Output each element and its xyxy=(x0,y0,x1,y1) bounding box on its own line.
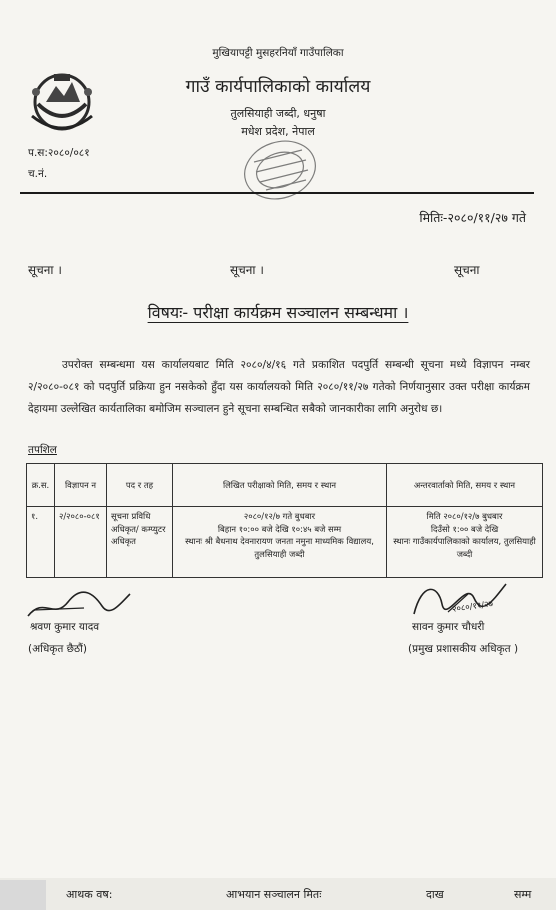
body-paragraph: उपरोक्त सम्बन्धमा यस कार्यालयबाट मिति २०८०/४/१६ गते प्रकाशित पदपुर्ति सम्बन्धी सूचना मध्ये विज्ञापन नम्बर २/२०८०-०८१ को पदपुर्ति प्रक्रिया हुन नसकेको हुँदा यस कार्यालयको मिति २०८०/११/२७ गतेको निर्णयानुसार उक्त परीक्षा कार्यक्रम देहायमा उल्लेखित कार्यतालिका बमोजिम सञ्चालन हुने सूचना सम्बन्धित सबैको जानकारीका लागि अनुरोध छ। xyxy=(28,359,530,415)
table-row xyxy=(27,507,543,578)
office-title: गाउँ कार्यपालिकाको कार्यालय xyxy=(185,77,371,97)
col-header-post: पद र तह xyxy=(107,464,173,507)
municipality-name: मुखियापट्टी मुसहरनियाँ गाउँपालिका xyxy=(212,47,344,59)
written-time: बिहान १०:०० बजे देखि १०:४५ बजे सम्म xyxy=(217,523,342,534)
footer-until: सम्म xyxy=(514,888,532,901)
cell-interview xyxy=(387,507,543,578)
left-signatory-title: (अधिकृत छैठौं) xyxy=(28,643,87,655)
cell-sn: १. xyxy=(27,507,55,578)
address-line-1: तुलसियाही जब्दी, धनुषा xyxy=(230,107,326,120)
footer-from: दाख xyxy=(426,888,444,901)
col-header-sn: क्र.स. xyxy=(27,464,55,507)
col-header-written: लिखित परीक्षाको मिति, समय र स्थान xyxy=(173,464,387,507)
interview-time: दिउँसो १:०० बजे देखि xyxy=(430,523,499,534)
cell-post: सूचना प्रविधि अधिकृत/ कम्प्युटर अधिकृत xyxy=(107,507,173,578)
notice-label-right: सूचना xyxy=(454,263,480,277)
interview-place: स्थानः गाउँकार्यपालिकाको कार्यालय, तुलसियाही जब्दी xyxy=(393,536,536,559)
col-header-interview: अन्तरवार्ताको मिति, समय र स्थान xyxy=(387,464,543,507)
notice-label-left: सूचना । xyxy=(28,263,62,277)
document-date: मितिः-२०८०/११/२७ गते xyxy=(419,210,526,225)
details-label: तपशिल xyxy=(28,444,57,456)
address-line-2: मधेश प्रदेश, नेपाल xyxy=(241,125,315,138)
cell-ad-no: २/२०८०-०८१ xyxy=(55,507,107,578)
right-signature-date: २०८०/११/२७ xyxy=(451,599,494,615)
footer-campaign-date: आभयान सञ्चालन मितः xyxy=(226,888,322,901)
cell-written xyxy=(173,507,387,578)
right-signatory-title: (प्रमुख प्रशासकीय अधिकृत ) xyxy=(408,643,519,655)
next-page-strip xyxy=(0,878,556,910)
footer-fiscal-year: आथक वष: xyxy=(66,888,113,901)
right-signatory-name: सावन कुमार चौधरी xyxy=(412,621,485,633)
header-divider xyxy=(20,192,534,194)
left-signatory-name: श्रवण कुमार यादव xyxy=(30,621,100,633)
subject-text: विषयः- परीक्षा कार्यक्रम सञ्चालन सम्बन्धमा । xyxy=(147,303,409,322)
col-header-ad-no: विज्ञापन न xyxy=(55,464,107,507)
dispatch-number: च.नं. xyxy=(28,168,48,180)
interview-date: मिति २०८०/१२/७ बुधबार xyxy=(426,511,503,521)
written-date: २०८०/१२/७ गते बुधबार xyxy=(243,511,316,521)
written-place: स्थानः श्री बैधनाथ देवनारायण जनता नमुना माध्यमिक विद्यालय, तुलसियाही जब्दी xyxy=(185,536,374,559)
subject-heading xyxy=(0,301,556,323)
reference-number: प.स:२०८०/०८१ xyxy=(28,147,90,159)
exam-schedule-table xyxy=(26,463,543,578)
page-edge-shadow xyxy=(0,880,46,910)
table-header-row xyxy=(27,464,543,507)
notice-label-center: सूचना । xyxy=(230,263,264,277)
